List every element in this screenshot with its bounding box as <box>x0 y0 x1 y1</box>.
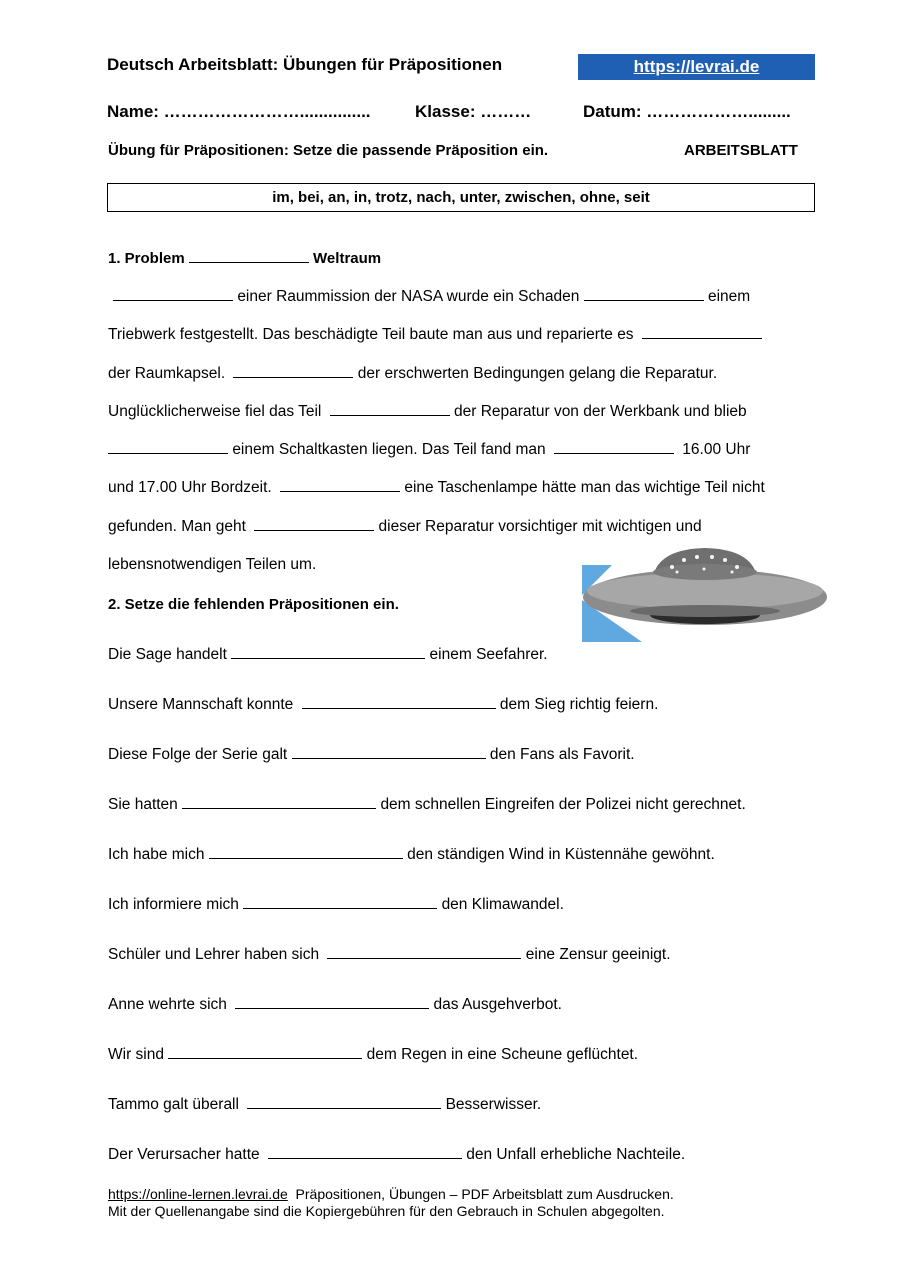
site-link[interactable]: https://levrai.de <box>633 57 760 76</box>
text-line: gefunden. Man geht dieser Reparatur vorsichtiger mit wichtigen und <box>108 518 702 535</box>
word-bank <box>107 183 815 212</box>
footer-line2: Mit der Quellenangabe sind die Kopiergebühren für den Gebrauch in Schulen abgegolten. <box>108 1203 665 1219</box>
footer <box>108 1186 674 1220</box>
text-line: und 17.00 Uhr Bordzeit. eine Taschenlampe hätte man das wichtige Teil nicht <box>108 479 765 496</box>
sentence: Unsere Mannschaft konnte dem Sieg richtig feiern. <box>108 696 659 713</box>
text-line: einer Raummission der NASA wurde ein Schaden einem <box>108 288 750 306</box>
blank[interactable] <box>113 288 233 301</box>
blank[interactable] <box>235 996 429 1009</box>
blank[interactable] <box>292 746 486 759</box>
blank[interactable] <box>209 846 403 859</box>
section2-heading: 2. Setze die fehlenden Präpositionen ein. <box>108 596 399 613</box>
blank[interactable] <box>268 1146 462 1159</box>
class-field: Klasse: ……… <box>415 102 532 121</box>
sentence: Wir sind dem Regen in eine Scheune geflüchtet. <box>108 1046 639 1063</box>
site-link-box[interactable] <box>578 54 815 80</box>
blank[interactable] <box>327 946 521 959</box>
blank[interactable] <box>189 250 309 263</box>
blank[interactable] <box>168 1046 362 1059</box>
blank[interactable] <box>330 403 450 416</box>
blank[interactable] <box>254 518 374 531</box>
worksheet-label: ARBEITSBLATT <box>684 142 798 159</box>
blank[interactable] <box>243 896 437 909</box>
footer-line1: https://online-lernen.levrai.de Präpositionen, Übungen – PDF Arbeitsblatt zum Ausdrucken. <box>108 1186 674 1202</box>
text-line: der Raumkapsel. der erschwerten Bedingungen gelang die Reparatur. <box>108 365 718 382</box>
blank[interactable] <box>182 796 376 809</box>
blank[interactable] <box>584 288 704 301</box>
sentence: Die Sage handelt einem Seefahrer. <box>108 646 548 663</box>
blank[interactable] <box>231 646 425 659</box>
sentence: Der Verursacher hatte den Unfall erhebliche Nachteile. <box>108 1146 686 1163</box>
sentence: Tammo galt überall Besserwisser. <box>108 1096 542 1113</box>
name-field: Name: ……………………............... <box>107 102 371 121</box>
word-bank-text: im, bei, an, in, trotz, nach, unter, zwischen, ohne, seit <box>272 189 650 206</box>
text-line: lebensnotwendigen Teilen um. <box>108 556 317 573</box>
worksheet-title: Deutsch Arbeitsblatt: Übungen für Präpositionen <box>107 55 503 74</box>
blank[interactable] <box>247 1096 441 1109</box>
sentence: Ich informiere mich den Klimawandel. <box>108 896 564 913</box>
blank[interactable] <box>280 479 400 492</box>
date-field: Datum: ………………......... <box>583 102 791 121</box>
section1-heading: 1. Problem Weltraum <box>108 250 382 267</box>
blank[interactable] <box>554 441 674 454</box>
text-line: Triebwerk festgestellt. Das beschädigte Teil baute man aus und reparierte es <box>108 326 762 344</box>
instruction: Übung für Präpositionen: Setze die passende Präposition ein. <box>108 142 549 159</box>
ufo-icon <box>582 545 828 642</box>
text-line: einem Schaltkasten liegen. Das Teil fand man 16.00 Uhr <box>108 441 750 459</box>
blank[interactable] <box>233 365 353 378</box>
sentence: Diese Folge der Serie galt den Fans als Favorit. <box>108 746 635 763</box>
blank[interactable] <box>108 441 228 454</box>
sentence: Ich habe mich den ständigen Wind in Küstennähe gewöhnt. <box>108 846 715 863</box>
blank[interactable] <box>642 326 762 339</box>
text-line: Unglücklicherweise fiel das Teil der Reparatur von der Werkbank und blieb <box>108 403 747 420</box>
sentence: Anne wehrte sich das Ausgehverbot. <box>108 996 562 1013</box>
footer-link[interactable]: https://online-lernen.levrai.de <box>108 1186 288 1202</box>
sentence: Sie hatten dem schnellen Eingreifen der Polizei nicht gerechnet. <box>108 796 746 813</box>
blank[interactable] <box>302 696 496 709</box>
sentence: Schüler und Lehrer haben sich eine Zensur geeinigt. <box>108 946 671 963</box>
